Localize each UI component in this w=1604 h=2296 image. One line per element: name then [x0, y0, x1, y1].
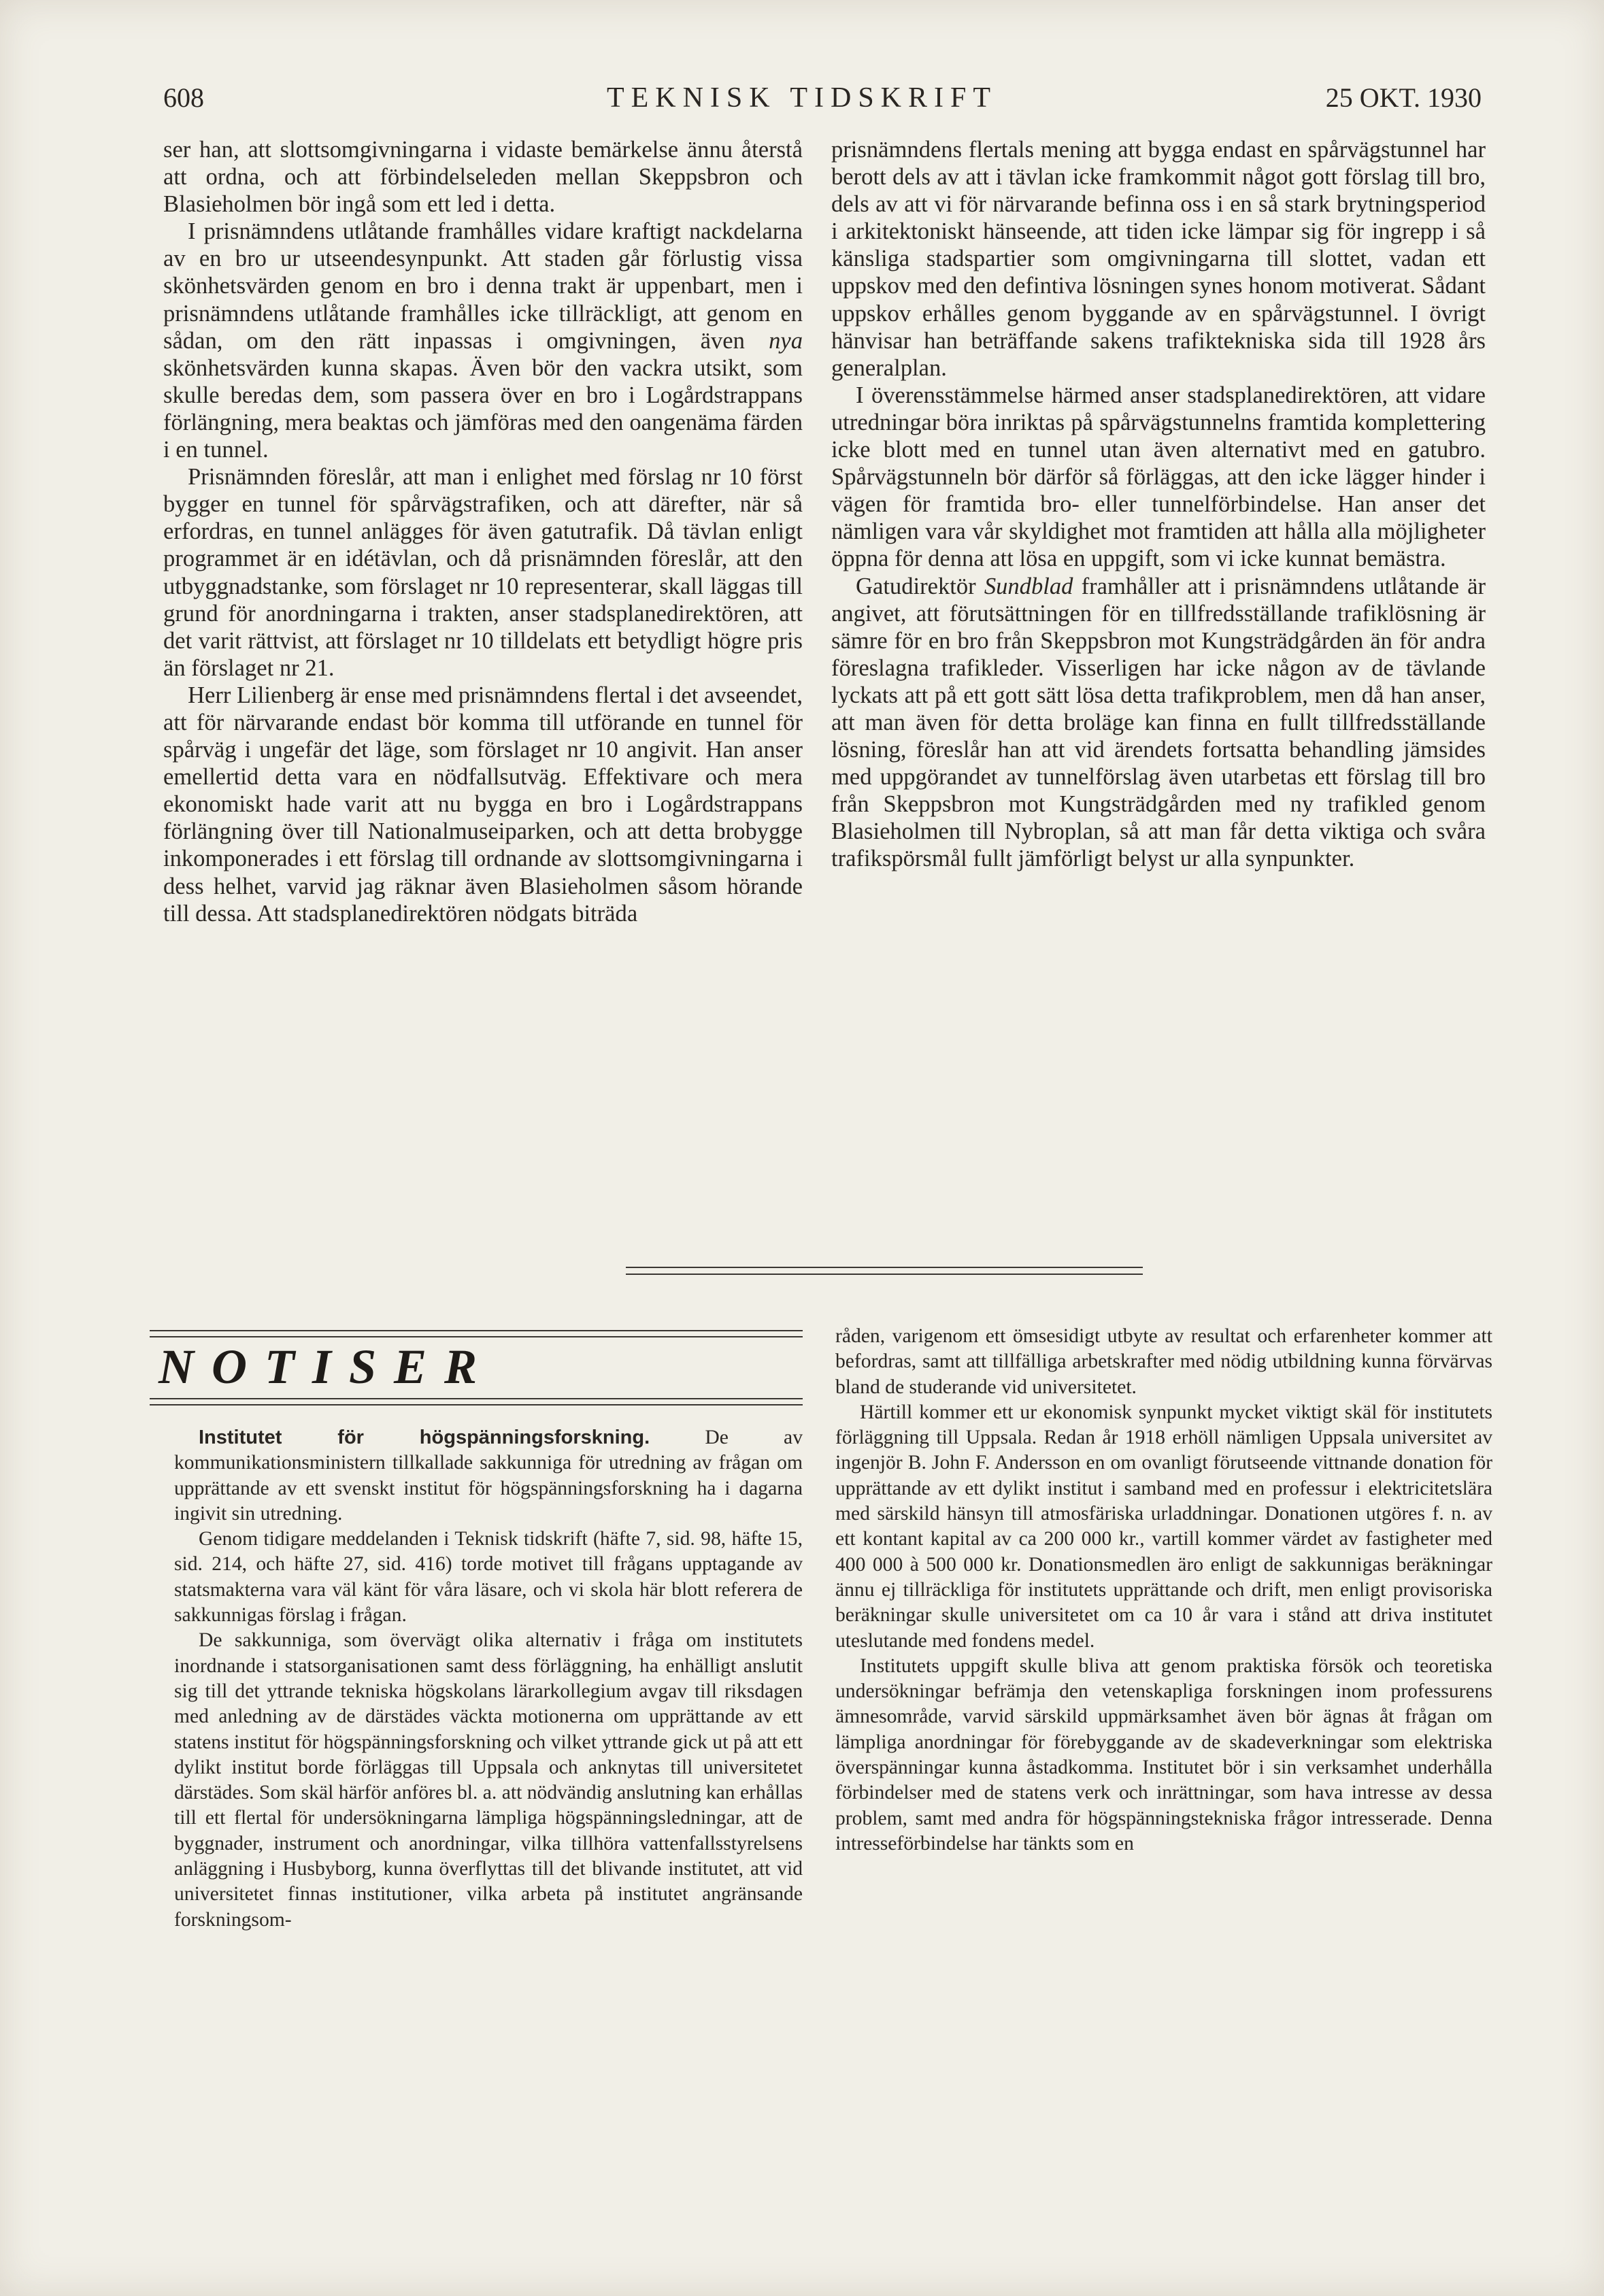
paragraph: De sakkunniga, som övervägt olika alternativ i fråga om institutets inordnande i statsorganisationen samt dess förläggning, ha enhälligt anslutit sig till det yttrande tekniska högskolans lärarkollegium avgav till riksdagen med anledning av de därstädes väckta motionerna om upprättande av ett statens institut för högspänningsforskning och vilket yttrande gick ut på att ett dylikt institut borde förläggas till Uppsala och anknytas till universitetet därstädes. Som skäl härför anföres bl. a. att nödvändig anslutning kan erhållas till ett flertal för undersökningarna lämpliga högspänningsledningar, att de byggnader, instrument och anordningar, vilka tillhöra vattenfallsstyrelsens anläggning i Husbyborg, kunna överflyttas till det blivande institutet, att vid universitetet finnas institutioner, vilka arbeta på institutet angränsande forskningsom- — [174, 1629, 803, 1931]
notiser-rule — [150, 1330, 803, 1331]
paragraph-text: I prisnämndens utlåtande framhålles vidare kraftigt nackdelarna av en bro ur utseendesynpunkt. Att staden går förlustig vissa skönhetsvärden genom en bro i denna trakt är uppenbart, men i prisnämndens utlåtande framhålles icke tillräckligt, att genom en sådan, om den rätt inpassas i omgivningen, även — [163, 218, 803, 354]
issue-date: 25 OKT. 1930 — [1325, 82, 1482, 113]
paragraph: Institutets uppgift skulle bliva att genom praktiska försök och teoretiska undersökningar befrämja den vetenskapliga forskningen inom professurens ämnesområde, varvid särskild uppmärksamhet även bör ägnas åt frågan om lämpliga anordningar för förebyggande av de skadeverkningar som elektriska överspänningar kunna åstadkomma. Institutet bör i sin verksamhet underhålla förbindelser med de statens verk och inrättningar, som hava intresse av dessa problem, samt med andra för högspänningstekniska frågor intresserade. Denna intresseförbindelse har tänkts som en — [835, 1654, 1492, 1854]
paragraph: råden, varigenom ett ömsesidigt utbyte av resultat och erfarenheter kommer att befordras, samt att tillfälliga arbetskrafter med nödig utbildning kunna förvärvas bland de studerande vid universitetet. — [835, 1325, 1492, 1398]
paragraph: Genom tidigare meddelanden i Teknisk tidskrift (häfte 7, sid. 98, häfte 15, sid. 214, och häfte 27, sid. 416) torde motivet till frågans upptagande av statsmakterna vara väl känt för våra läsare, och vi skola här blott referera de sakkunnigas förslag i frågan. — [174, 1528, 803, 1627]
paragraph: I överensstämmelse härmed anser stadsplanedirektören, att vidare utredningar böra inriktas på spårvägstunnelns framtida komplettering icke blott med en tunnel utan även alternativt med en gatubro. Spårvägstunneln bör därför så förläggas, att den icke lägger hinder i vägen för framtida bro- eller tunnelförbindelse. Han anser det nämligen vara vår skyldighet mot framtiden att hålla alla möjligheter öppna för denna att lösa en uppgift, som vi icke kunnat bemästra. — [831, 382, 1486, 572]
lower-left-column — [174, 1425, 803, 1933]
paragraph: prisnämndens flertals mening att bygga endast en spårvägstunnel har berott dels av att i tävlan icke framkommit något gott förslag till bro, dels av att vi för närvarande befinna oss i en så stark brytningsperiod i arkitektoniskt hänseende, att tiden icke lämpar sig för ingrepp i så känsliga stadspartier som omgivningarna till slottet, vadan ett uppskov med den defintiva lösningen synes honom motiverat. Sådant uppskov erhålles genom byggande av en spårvägstunnel. I övrigt hänvisar han beträffande sakens trafiktekniska sida till 1928 års generalplan. — [831, 137, 1486, 381]
upper-left-column — [163, 136, 803, 927]
running-header — [0, 82, 1604, 122]
notiser-rule — [150, 1398, 803, 1399]
notiser-rule — [150, 1336, 803, 1337]
article-heading: Institutet för högspänningsforskning. — [199, 1427, 650, 1448]
paragraph-text: skönhetsvärden kunna skapas. Även bör den vackra utsikt, som skulle beredas dem, som passera över en bro i Logårdstrappans förlängning, mera beaktas och jämföras med den oangenäma färden i en tunnel. — [163, 354, 803, 463]
paragraph: Härtill kommer ett ur ekonomisk synpunkt mycket viktigt skäl för institutets förläggning till Uppsala. Redan år 1918 erhöll nämligen Uppsala universitet av ingenjör B. John F. Andersson en om ovanligt förutseende vittnande donation för upprättande av ett dylikt institut i samband med en professur i elektricitetslära med särskild hänsyn till atmosfäriska urladdningar. Donationen utgöres f. n. av ett kontant kapital av ca 200 000 kr., vartill kommer värdet av fastigheter med 400 000 à 500 000 kr. Donationsmedlen äro enligt de sakkunnigas beräkningar ännu ej tillräckliga för institutets upprättande och drift, men enligt provisoriska beräkningar skulle universitetet om ca 10 år vara i stånd att driva institutet uteslutande med fondens medel. — [835, 1401, 1492, 1652]
notiser-title: NOTISER — [158, 1340, 495, 1394]
upper-right-column — [831, 136, 1486, 873]
paragraph — [163, 218, 803, 463]
section-divider-top — [626, 1267, 1143, 1268]
journal-title: TEKNISK TIDSKRIFT — [606, 82, 998, 114]
paragraph — [831, 573, 1486, 873]
page-number: 608 — [163, 82, 204, 113]
person-name: Sundblad — [984, 573, 1073, 599]
paragraph-text: framhåller att i prisnämndens utlåtande är angivet, att förutsättningen för en tillfredsställande trafiklösning är sämre för en bro från Skeppsbron mot Kungsträdgården än för andra föreslagna trafikleder. Visserligen har icke någon av de tävlande lyckats att på ett gott sätt lösa detta trafikproblem, men då han anser, att man även för detta broläge kan finna en fullt tillfredsställande lösning, föreslår han att vid ärendets fortsatta behandling jämsides med uppgörandet av tunnelförslag även utarbetas ett förslag till bro från Skeppsbron mot Kungsträdgården med ny trafikled genom Blasieholmen till Nybroplan, så att man får detta viktiga och svåra trafikspörsmål fullt jämförligt belyst ur alla synpunkter. — [831, 573, 1486, 872]
paragraph: Herr Lilienberg är ense med prisnämndens flertal i det avseendet, att för närvarande endast bör komma till utförande en tunnel för spårväg i ungefär det läge, som förslaget nr 10 angivit. Han anser emellertid detta vara en nödfallsutväg. Effektivare och mera ekonomiskt hade varit att nu bygga en bro i Logårdstrappans förlängning över till Nationalmuseiparken, och att detta brobygge inkomponerades i ett förslag till ordnande av slottsomgivningarna i dess helhet, varvid jag räknar även Blasieholmen såsom hörande till dessa. Att stadsplanedirektören nödgats biträda — [163, 682, 803, 927]
paragraph — [174, 1425, 803, 1527]
lower-right-column — [835, 1324, 1492, 1857]
paragraph: ser han, att slottsomgivningarna i vidaste bemärkelse ännu återstå att ordna, och att förbindelseleden mellan Skeppsbron och Blasieholmen bör ingå som ett led i detta. — [163, 137, 803, 218]
emphasis: nya — [769, 327, 803, 354]
notiser-rule — [150, 1404, 803, 1405]
paragraph: Prisnämnden föreslår, att man i enlighet med förslag nr 10 först bygger en tunnel för spårvägstrafiken, och att därefter, när så erfordras, en tunnel anlägges för även gatutrafik. Då tävlan enligt programmet är en idétävlan, och då prisnämnden föreslår, att den utbyggnadstanke, som förslaget nr 10 representerar, skall läggas till grund för anordningarna i trakten, anser stadsplanedirektören, att det varit rättvist, att förslaget nr 10 tilldelats ett betydligt högre pris än förslaget nr 21. — [163, 464, 803, 681]
paragraph-text: De av kommunikationsministern tillkallade sakkunniga för utredning av frågan om upprättande av ett svenskt institut för högspänningsforskning ha i dagarna ingivit sin utredning. — [174, 1427, 803, 1525]
section-divider-bottom — [626, 1274, 1143, 1275]
paragraph-text: Gatudirektör — [856, 573, 976, 599]
